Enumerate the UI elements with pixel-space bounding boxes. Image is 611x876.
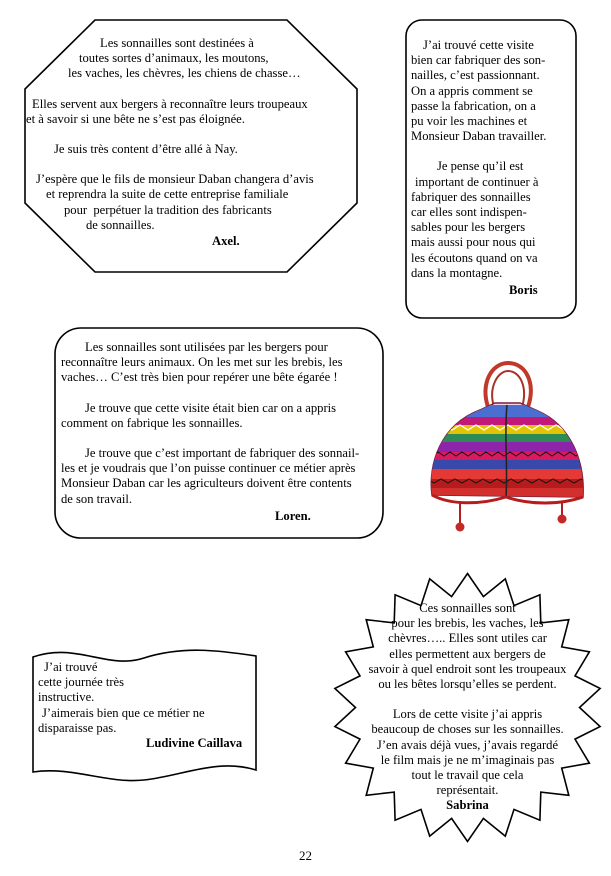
loren-line: Monsieur Daban car les agriculteurs doivent être contents — [61, 476, 352, 491]
sabrina-line: tout le travail que cela — [411, 768, 524, 783]
sabrina-text-block — [360, 601, 575, 814]
sabrina-line: pour les brebis, les vaches, les — [391, 616, 544, 631]
axel-line: les vaches, les chèvres, les chiens de chasse… — [68, 66, 301, 81]
boris-line: nailles, c’est passionnant. — [411, 68, 540, 83]
axel-line: Elles servent aux bergers à reconnaître leurs troupeaux — [32, 96, 308, 111]
axel-text-block — [26, 36, 356, 249]
axel-paragraph-3 — [26, 142, 356, 157]
loren-line: vaches… C’est très bien pour repérer une bête égarée ! — [61, 370, 338, 385]
axel-line: et à savoir si une bête ne s’est pas éloignée. — [26, 111, 245, 126]
loren-line: les et je voudrais que l’on puisse continuer ce métier après — [61, 461, 356, 476]
ludivine-line: J’aimerais bien que ce métier ne — [42, 705, 205, 720]
boris-line: bien car fabriquer des son- — [411, 53, 546, 68]
boris-line: car elles sont indispen- — [411, 205, 527, 220]
axel-line: Je suis très content d’être allé à Nay. — [54, 142, 238, 157]
loren-line: comment on fabrique les sonnailles. — [61, 415, 243, 430]
sabrina-line: représentait. — [436, 783, 499, 798]
boris-line: important de continuer à — [415, 174, 539, 189]
boris-paragraph-2 — [411, 159, 573, 281]
ludivine-author: Ludivine Caillava — [146, 736, 243, 751]
axel-line: toutes sortes d’animaux, les moutons, — [79, 51, 269, 66]
sabrina-line: Lors de cette visite j’ai appris — [392, 707, 543, 722]
sonnaille-bell-illustration — [420, 355, 595, 540]
loren-paragraph-3 — [61, 446, 381, 507]
sabrina-author: Sabrina — [446, 798, 489, 813]
sabrina-line: ou les bêtes lorsqu’elles se perdent. — [378, 677, 557, 692]
ludivine-line: instructive. — [38, 690, 95, 705]
boris-line: pu voir les machines et — [411, 114, 528, 129]
page-number: 22 — [299, 848, 312, 863]
sabrina-line: beaucoup de choses sur les sonnailles. — [371, 722, 564, 737]
loren-line: Je trouve que cette visite était bien car on a appris — [85, 400, 337, 415]
loren-line: Les sonnailles sont utilisées par les bergers pour — [85, 340, 328, 354]
boris-author: Boris — [509, 283, 538, 298]
bell-drawing — [420, 355, 595, 540]
loren-paragraph-1 — [61, 340, 381, 386]
sabrina-line: le film mais je ne m’imaginais pas — [380, 752, 555, 767]
ludivine-text-block — [38, 660, 253, 751]
axel-author: Axel. — [212, 234, 240, 249]
boris-line: mais aussi pour nous qui — [411, 235, 536, 250]
axel-line: J’espère que le fils de monsieur Daban changera d’avis — [36, 172, 314, 187]
boris-line: Je pense qu’il est — [437, 159, 524, 174]
loren-text-block — [61, 340, 381, 524]
boris-line: passe la fabrication, on a — [411, 98, 536, 113]
boris-line: sables pour les bergers — [411, 220, 526, 235]
loren-line: de son travail. — [61, 491, 132, 506]
boris-paragraph-1 — [411, 38, 573, 144]
boris-text-block — [411, 38, 573, 298]
axel-line: de sonnailles. — [86, 217, 155, 232]
sabrina-line: elles permettent aux bergers de — [389, 646, 546, 661]
sabrina-paragraph-2 — [360, 707, 575, 798]
sabrina-paragraph-1 — [360, 601, 575, 692]
ludivine-line: J’ai trouvé — [44, 660, 98, 674]
boris-line: dans la montagne. — [411, 265, 503, 280]
loren-line: Je trouve que c’est important de fabriquer des sonnail- — [85, 446, 360, 461]
boris-line: On a appris comment se — [411, 83, 533, 98]
boris-line: les écoutons quand on va — [411, 250, 538, 265]
loren-paragraph-2 — [61, 401, 381, 431]
sabrina-line: chèvres….. Elles sont utiles car — [388, 631, 547, 646]
ludivine-line: cette journée très — [38, 675, 125, 690]
ludivine-line: disparaisse pas. — [38, 720, 117, 735]
boris-line: fabriquer des sonnailles — [411, 189, 531, 204]
axel-line: Les sonnailles sont destinées à — [100, 36, 254, 50]
boris-line: J’ai trouvé cette visite — [423, 38, 534, 52]
axel-paragraph-4 — [26, 172, 356, 233]
boris-line: Monsieur Daban travailler. — [411, 129, 547, 144]
axel-paragraph-2 — [26, 97, 356, 127]
axel-line: et reprendra la suite de cette entreprise familiale — [46, 187, 289, 202]
sabrina-line: savoir à quel endroit sont les troupeaux — [368, 661, 567, 676]
loren-line: reconnaître leurs animaux. On les met sur les brebis, les — [61, 355, 343, 370]
axel-paragraph-1 — [26, 36, 356, 82]
loren-author: Loren. — [275, 508, 311, 523]
axel-line: pour perpétuer la tradition des fabricants — [64, 202, 272, 217]
sabrina-line: J’en avais déjà vues, j’avais regardé — [376, 737, 559, 752]
sabrina-line: Ces sonnailles sont — [419, 601, 516, 615]
